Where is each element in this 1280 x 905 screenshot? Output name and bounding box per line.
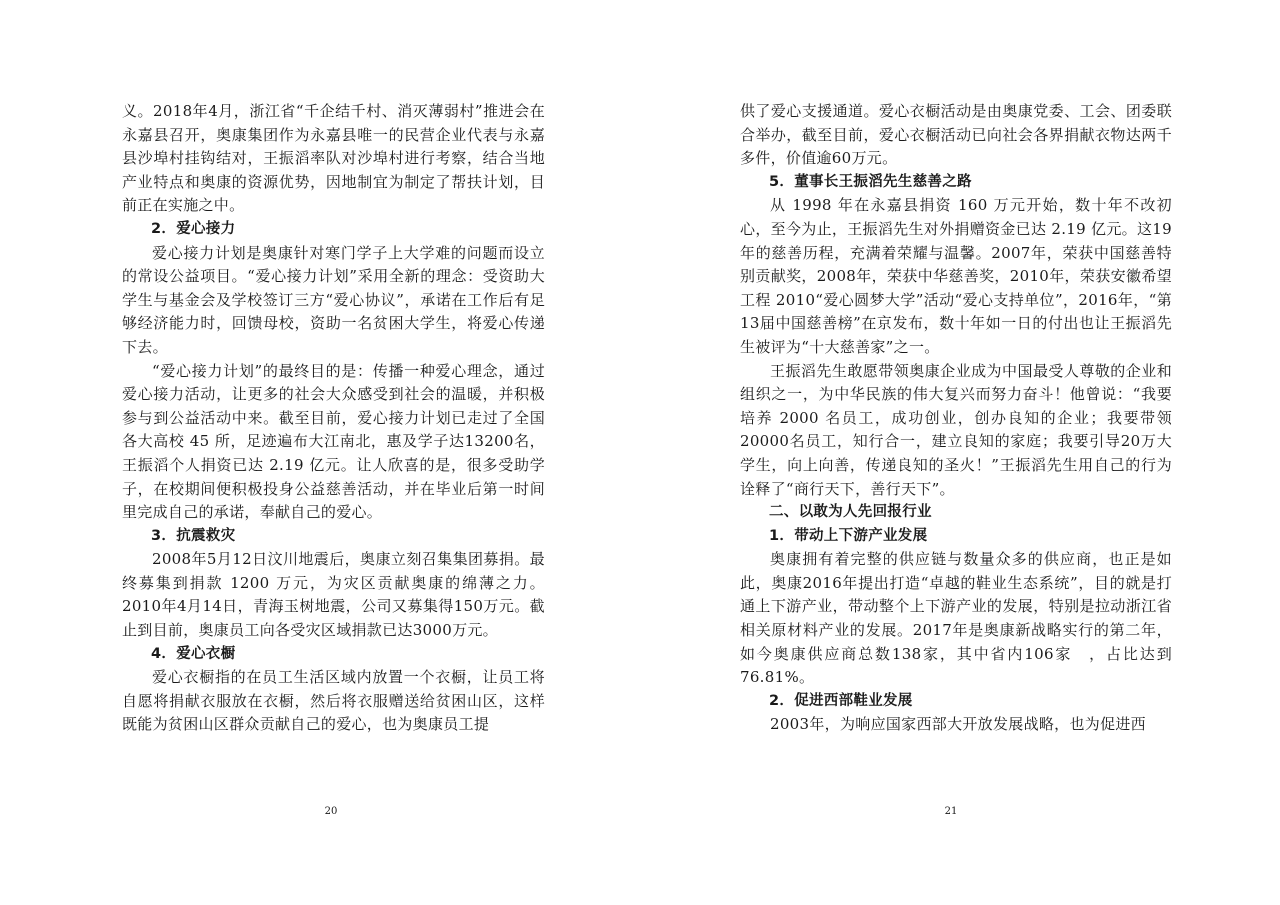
section-heading: 4．爱心衣橱 xyxy=(151,645,236,662)
body-paragraph: 2008年5月12日汶川地震后，奥康立刻召集集团募捐。最终募集到捐款 1200 万元，为灾区贡献奥康的绵薄之力。2010年4月14日，青海玉树地震，公司又募集得150万元。截止到目前，奥康员工向各受灾区域捐款已达3000万元。 xyxy=(122,550,545,640)
body-paragraph: 2003年，为响应国家西部大开放发展战略，也为促进西 xyxy=(770,715,1146,734)
left-page xyxy=(122,100,545,737)
body-paragraph: 义。2018年4月，浙江省“千企结千村、消灭薄弱村”推进会在永嘉县召开，奥康集团作为永嘉县唯一的民营企业代表与永嘉县沙埠村挂钩结对，王振滔率队对沙埠村进行考察，结合当地产业特点和奥康的资源优势，因地制宜为制定了帮扶计划，目前正在实施之中。 xyxy=(122,102,545,215)
section-heading: 1．带动上下游产业发展 xyxy=(769,527,928,544)
section-heading: 2．促进西部鞋业发展 xyxy=(769,692,913,709)
section-heading: 3．抗震救灾 xyxy=(151,527,236,544)
body-paragraph: 供了爱心支援通道。爱心衣橱活动是由奥康党委、工会、团委联合举办，截至目前，爱心衣橱活动已向社会各界捐献衣物达两千多件，价值逾60万元。 xyxy=(740,102,1172,168)
section-heading: 二、以敢为人先回报行业 xyxy=(769,504,932,521)
body-paragraph: 从 1998 年在永嘉县捐资 160 万元开始，数十年不改初心，至今为止，王振滔先生对外捐赠资金已达 2.19 亿元。这19年的慈善历程，充满着荣耀与温馨。2007年，荣获中国慈善特别贡献奖，2008年，荣获中华慈善奖，2010年，荣获安徽希望工程 2010“爱心圆梦大学”活动“爱心支持单位”，2016年，“第13届中国慈善榜”在京发布，数十年如一日的付出也让王振滔先生被评为“十大慈善家”之一。 xyxy=(740,196,1172,356)
page-number-right: 21 xyxy=(944,806,958,817)
body-paragraph: “爱心接力计划”的最终目的是：传播一种爱心理念，通过爱心接力活动，让更多的社会大众感受到社会的温暖，并积极参与到公益活动中来。截至目前，爱心接力计划已走过了全国各大高校 45 所，足迹遍布大江南北，惠及学子达13200名，王振滔个人捐资已达 2.19 亿元。让人欣喜的是，很多受助学子，在校期间便积极投身公益慈善活动，并在毕业后第一时间里完成自己的承诺，奉献自己的爱心。 xyxy=(122,361,545,522)
body-paragraph: 爱心衣橱指的在员工生活区域内放置一个衣橱，让员工将自愿将捐献衣服放在衣橱，然后将衣服赠送给贫困山区，这样既能为贫困山区群众贡献自己的爱心，也为奥康员工提 xyxy=(122,668,545,734)
section-heading: 2．爱心接力 xyxy=(151,220,236,237)
body-paragraph: 爱心接力计划是奥康针对寒门学子上大学难的问题而设立的常设公益项目。“爱心接力计划”采用全新的理念：受资助大学生与基金会及学校签订三方“爱心协议”，承诺在工作后有足够经济能力时，回馈母校，资助一名贫困大学生，将爱心传递下去。 xyxy=(122,243,545,356)
body-paragraph: 王振滔先生敢愿带领奥康企业成为中国最受人尊敬的企业和组织之一，为中华民族的伟大复兴而努力奋斗！他曾说：“我要培养 2000 名员工，成功创业，创办良知的企业；我要带领20000名员工，知行合一，建立良知的家庭；我要引导20万大学生，向上向善，传递良知的圣火！”王振滔先生用自己的行为诠释了“商行天下，善行天下”。 xyxy=(740,361,1172,498)
section-heading: 5．董事长王振滔先生慈善之路 xyxy=(769,173,972,190)
right-page xyxy=(740,100,1172,737)
body-paragraph: 奥康拥有着完整的供应链与数量众多的供应商，也正是如此，奥康2016年提出打造“卓越的鞋业生态系统”，目的就是打通上下游产业，带动整个上下游产业的发展，特别是拉动浙江省相关原材料产业的发展。2017年是奥康新战略实行的第二年，如今奥康供应商总数138家，其中省内106家 ，占比达到76.81%。 xyxy=(740,550,1172,687)
page-number-left: 20 xyxy=(324,806,338,817)
